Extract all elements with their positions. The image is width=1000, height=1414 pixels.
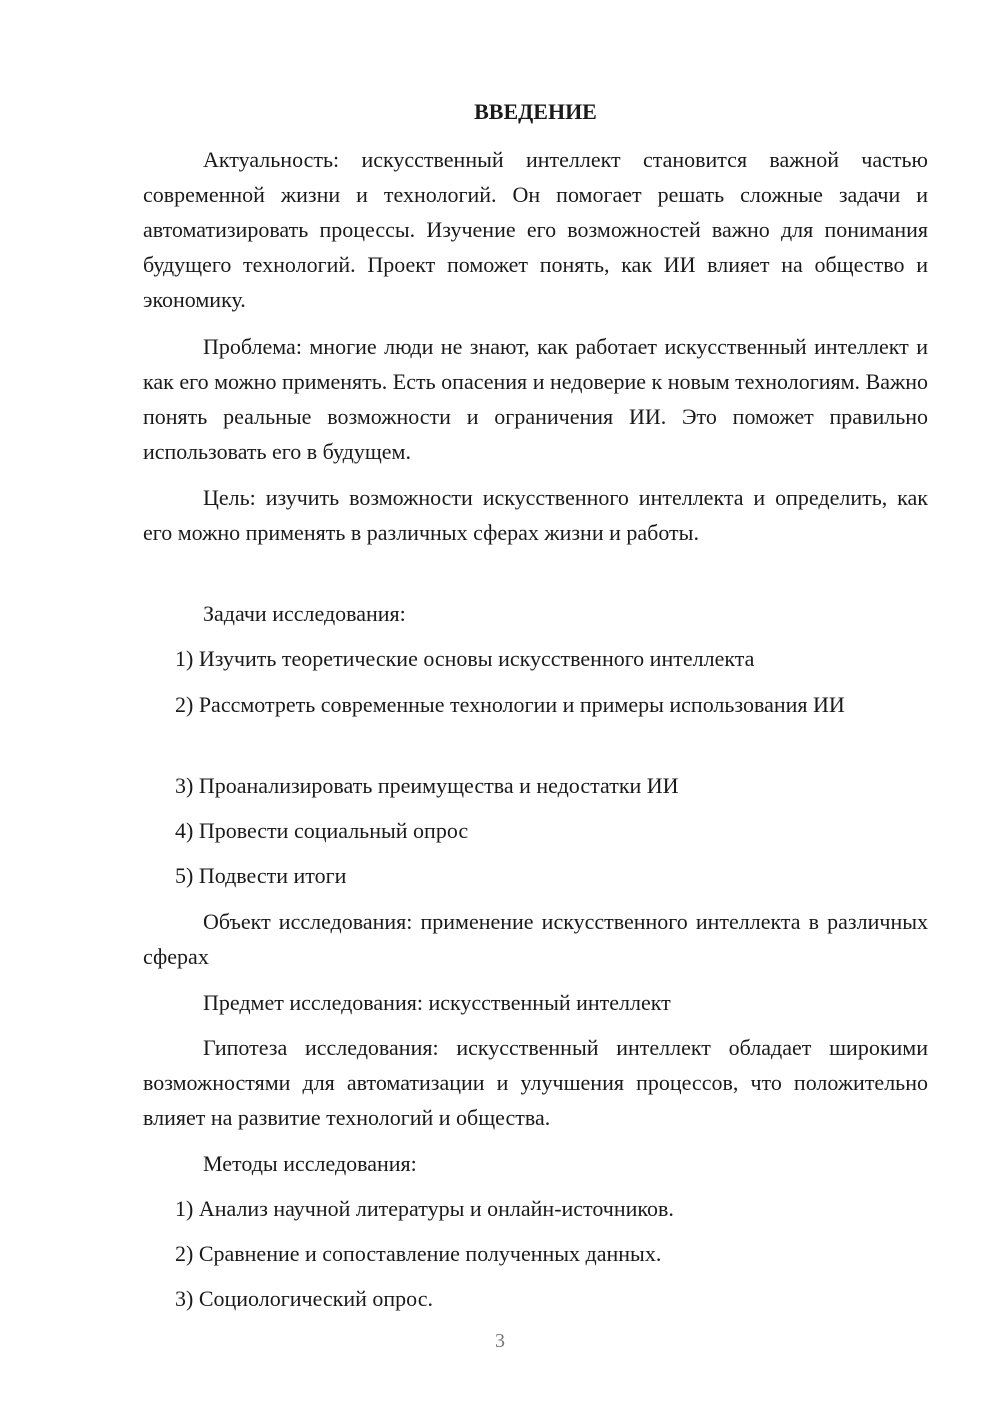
methods-heading: Методы исследования: [203, 1151, 417, 1176]
page-number: 3 [495, 1330, 505, 1352]
task-item: 4) Провести социальный опрос [175, 818, 469, 843]
page-title: ВВЕДЕНИЕ [474, 99, 597, 124]
hypothesis-paragraph: Гипотеза исследования: искусственный интеллект обладает широкими возможностями для автоматизации и улучшения процессов, что положительно влияет на развитие технологий и общества. [143, 1035, 928, 1130]
subject-paragraph: Предмет исследования: искусственный интеллект [203, 990, 671, 1015]
method-item: 1) Анализ научной литературы и онлайн-источников. [175, 1196, 674, 1221]
method-item: 3) Социологический опрос. [175, 1286, 433, 1311]
tasks-heading: Задачи исследования: [203, 601, 406, 626]
goal-paragraph: Цель: изучить возможности искусственного интеллекта и определить, как его можно применять в различных сферах жизни и работы. [143, 485, 928, 545]
task-item: 1) Изучить теоретические основы искусственного интеллекта [175, 646, 755, 671]
problem-paragraph: Проблема: многие люди не знают, как работает искусственный интеллект и как его можно применять. Есть опасения и недоверие к новым технологиям. Важно понять реальные возможности и ограничения ИИ. Это поможет правильно использовать его в будущем. [143, 334, 928, 464]
task-item: 3) Проанализировать преимущества и недостатки ИИ [175, 773, 679, 798]
relevance-paragraph: Актуальность: искусственный интеллект становится важной частью современной жизни и технологий. Он помогает решать сложные задачи и автоматизировать процессы. Изучение его возможностей важно для понимания будущего технологий. Проект поможет понять, как ИИ влияет на общество и экономику. [143, 147, 928, 312]
task-item: 5) Подвести итоги [175, 863, 347, 888]
object-paragraph: Объект исследования: применение искусственного интеллекта в различных сферах [143, 909, 928, 969]
task-item: 2) Рассмотреть современные технологии и примеры использования ИИ [175, 692, 845, 717]
method-item: 2) Сравнение и сопоставление полученных данных. [175, 1241, 662, 1266]
